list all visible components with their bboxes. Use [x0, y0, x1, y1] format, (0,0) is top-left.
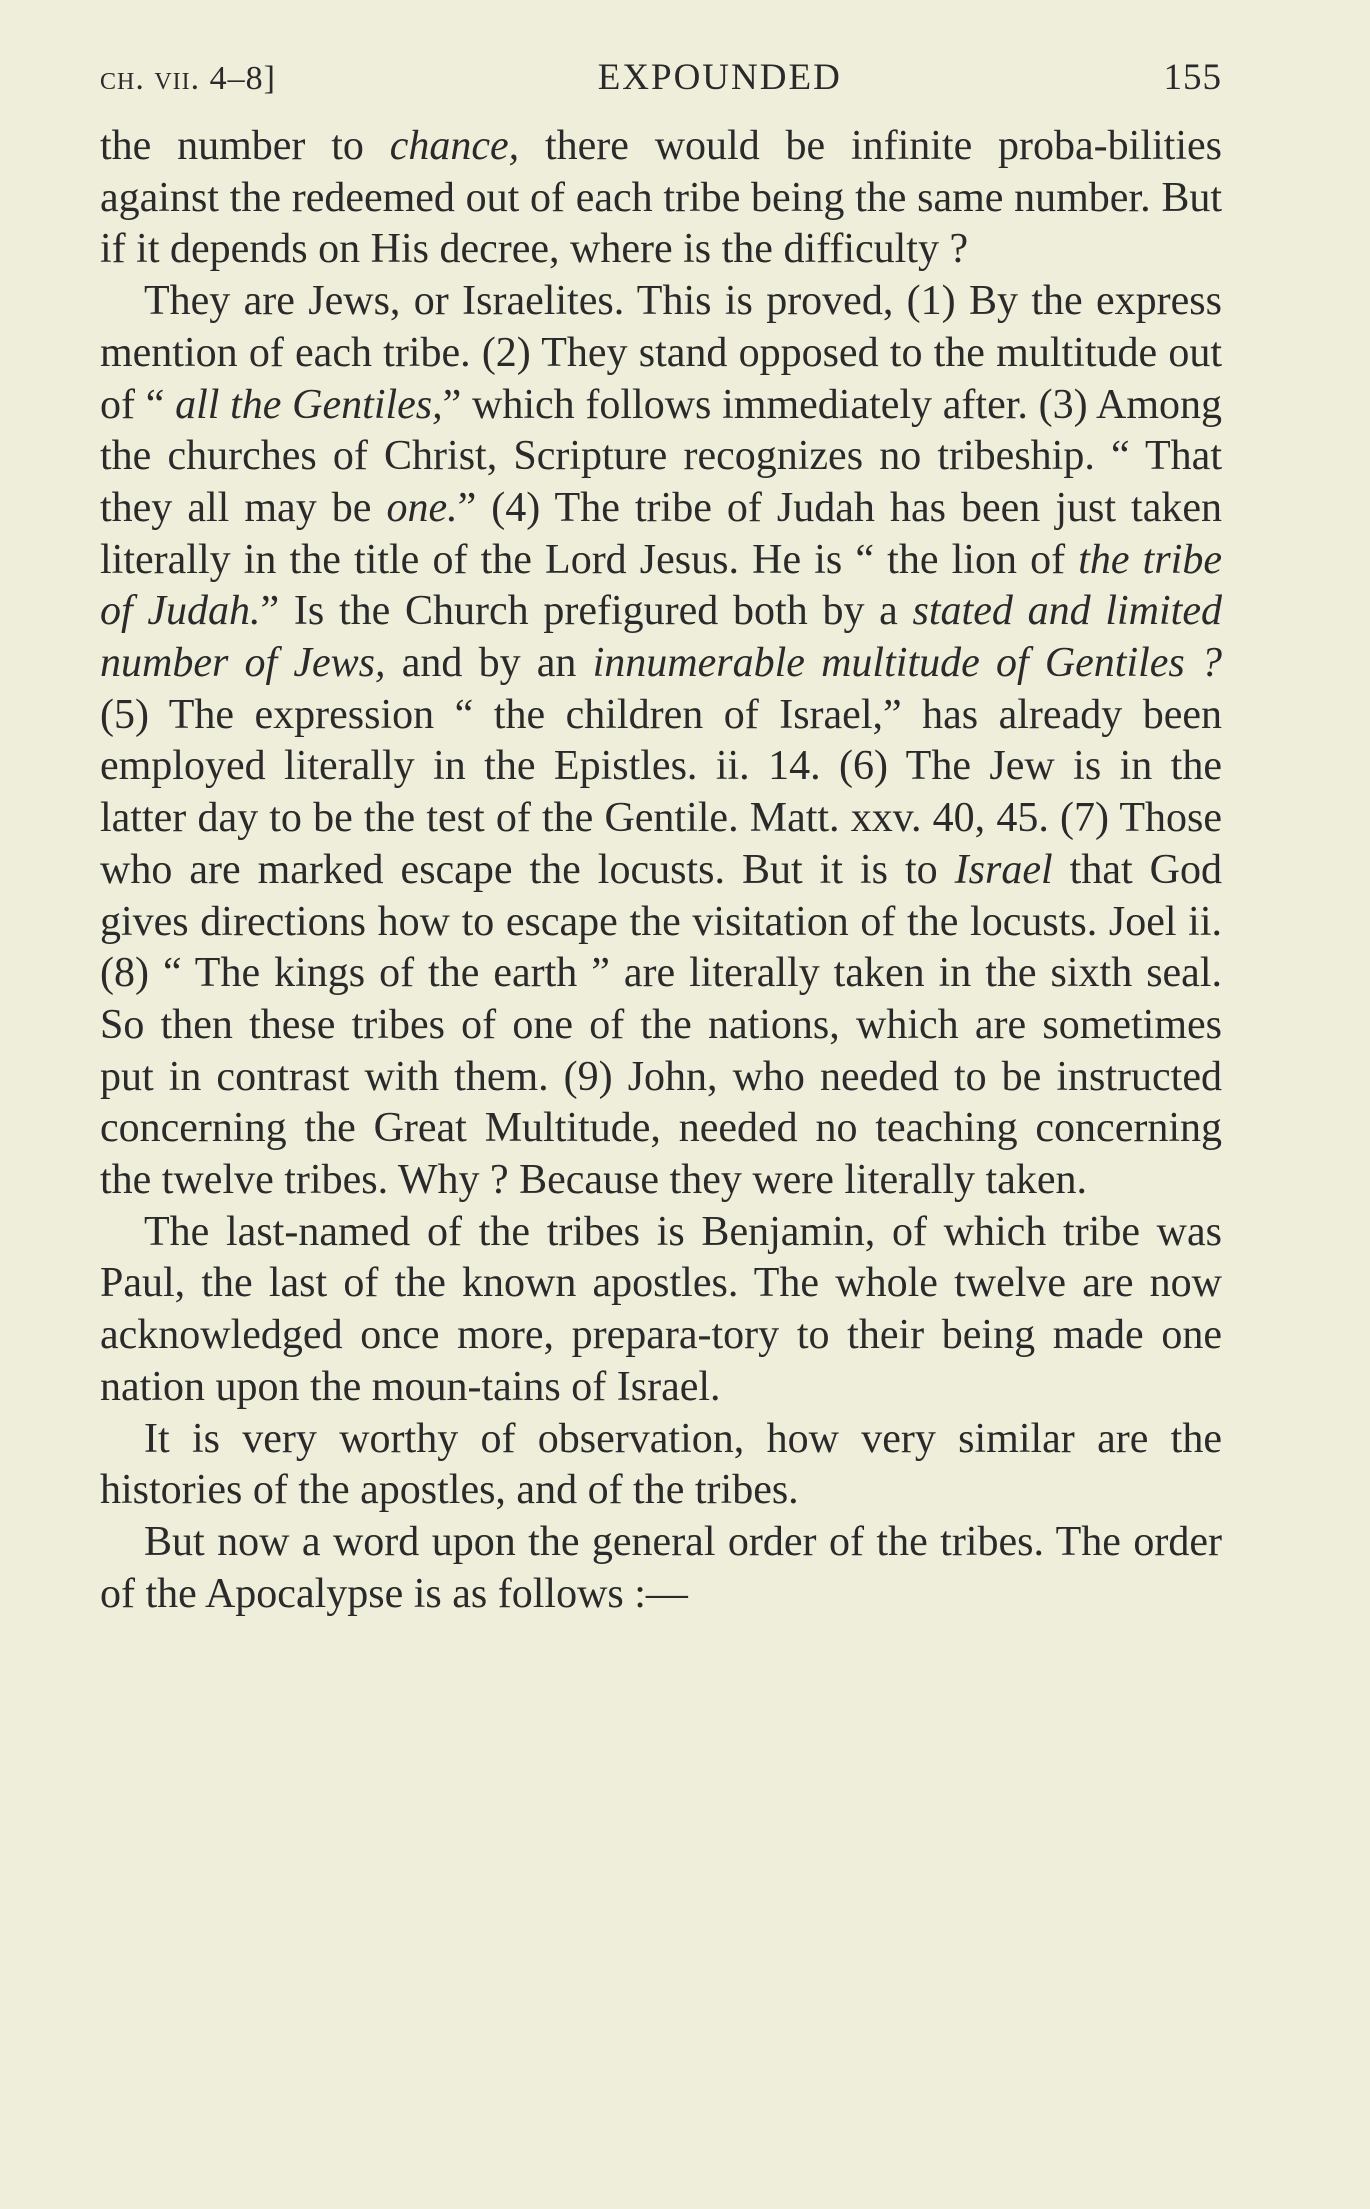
- paragraph-4: It is very worthy of observation, how very similar are the histories of the apostles, and of the tribes.: [100, 1415, 1222, 1514]
- page-number: 155: [1163, 57, 1222, 98]
- book-page: [100, 56, 1222, 1620]
- paragraph-5: But now a word upon the general order of the tribes. The order of the Apocalypse is as follows :—: [100, 1518, 1222, 1617]
- running-header: [100, 56, 1222, 99]
- paragraph-2: They are Jews, or Israelites. This is proved, (1) By the express mention of each tribe. (2) They stand opposed to the multitude out of “ all the Gentiles,” which follows immediately after. (3) Among the churches of Christ, Scripture recognizes no tribeship. “ That they all may be one.” (4) The tribe of Judah has been just taken literally in the title of the Lord Jesus. He is “ the lion of the tribe of Judah.” Is the Church prefigured both by a stated and limited number of Jews, and by an innumerable multitude of Gentiles ? (5) The expression “ the children of Israel,” has already been employed literally in the Epistles. ii. 14. (6) The Jew is in the latter day to be the test of the Gentile. Matt. xxv. 40, 45. (7) Those who are marked escape the locusts. But it is to Israel that God gives directions how to escape the visitation of the locusts. Joel ii. (8) “ The kings of the earth ” are literally taken in the sixth seal. So then these tribes of one of the nations, which are sometimes put in contrast with them. (9) John, who needed to be instructed concerning the Great Multitude, needed no teaching concerning the twelve tribes. Why ? Because they were literally taken.: [100, 278, 1222, 1204]
- paragraph-1: the number to chance, there would be infinite proba-bilities against the redeemed out of each tribe being the same number. But if it depends on His decree, where is the difficulty ?: [100, 123, 1222, 273]
- paragraph-3: The last-named of the tribes is Benjamin, of which tribe was Paul, the last of the known apostles. The whole twelve are now acknowledged once more, prepara-tory to their being made one nation upon the moun-tains of Israel.: [100, 1208, 1222, 1410]
- running-title: EXPOUNDED: [597, 57, 842, 98]
- chapter-reference: ch. vii. 4–8]: [100, 60, 276, 97]
- body-text: [100, 121, 1222, 1620]
